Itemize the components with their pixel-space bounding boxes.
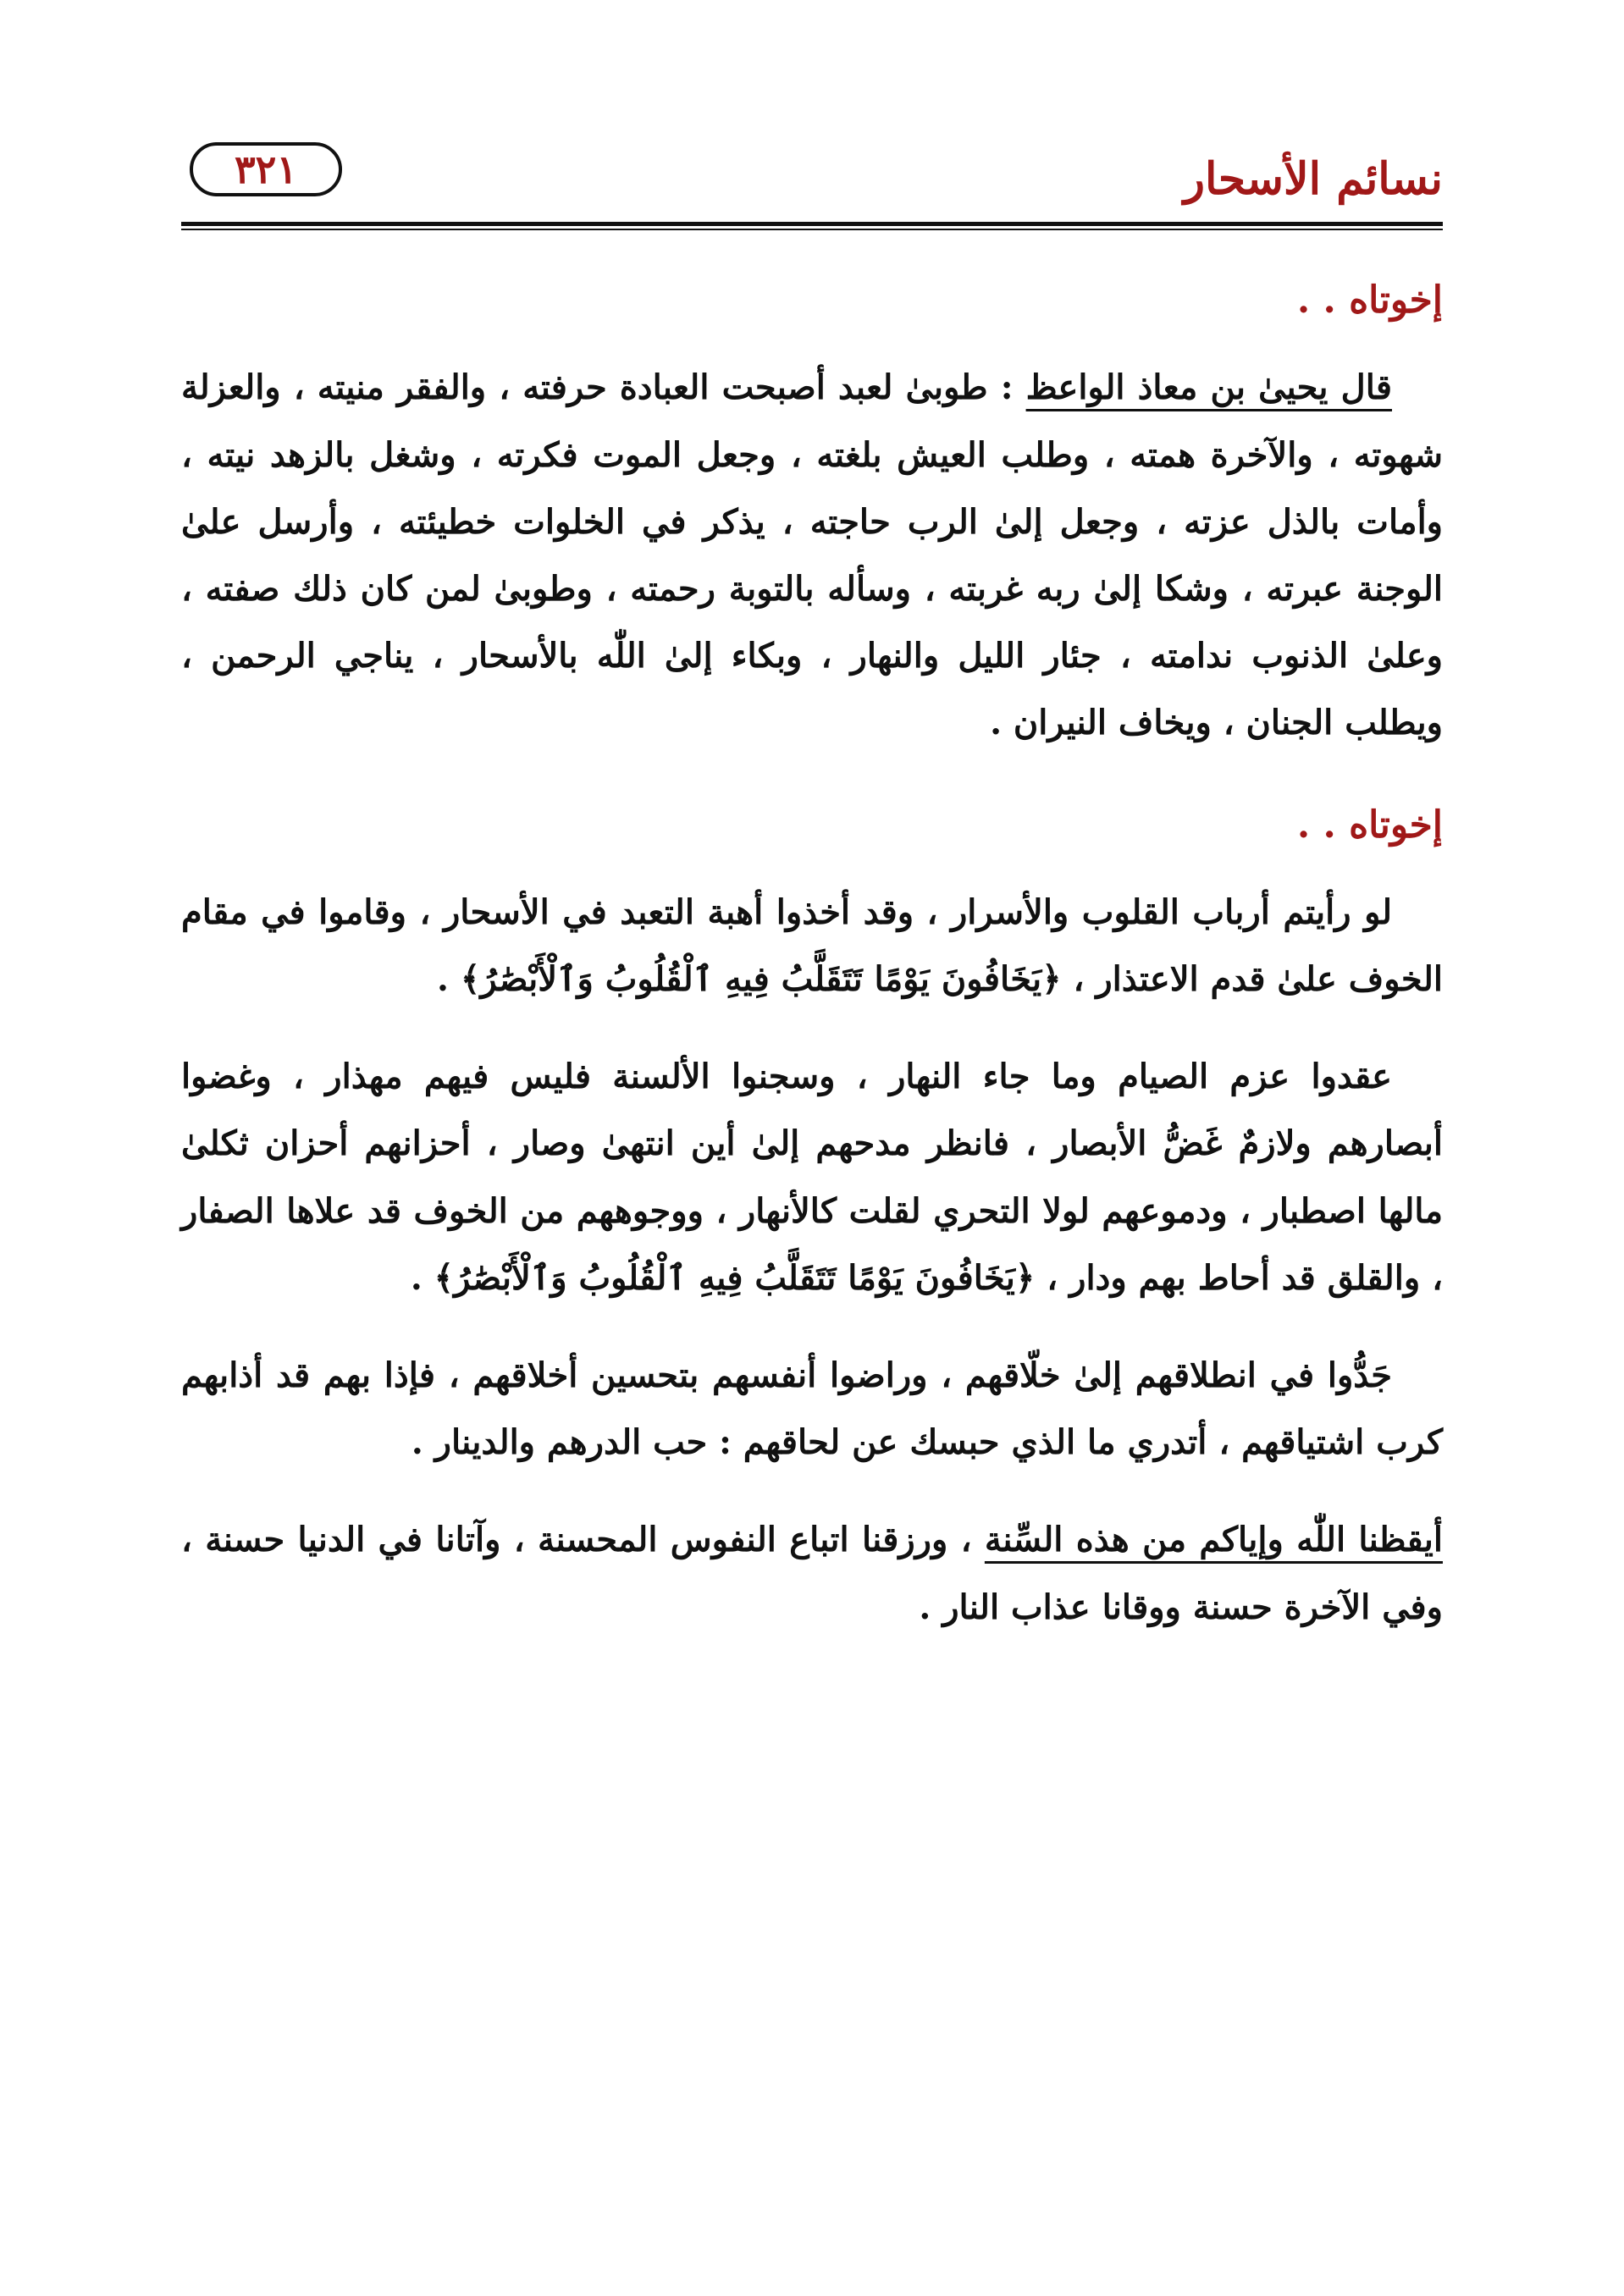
paragraph xyxy=(181,1506,1443,1640)
paragraph-text: ، ورزقنا اتباع النفوس المحسنة ، وآتانا في الدنيا حسنة ، وفي الآخرة حسنة ووقانا عذاب النار . xyxy=(181,1520,1443,1627)
paragraph-text: : طوبىٰ لعبد أصبحت العبادة حرفته ، والفقر منيته ، والعزلة شهوته ، والآخرة همته ، وطلب العيش بلغته ، وجعل الموت فكرته ، وشغل بالزهد نيته ، وأمات بالذل عزته ، وجعل إلىٰ الرب حاجته ، يذكر في الخلوات خطيئته ، وأرسل علىٰ الوجنة عبرته ، وشكا إلىٰ ربه غربته ، وسأله بالتوبة رحمته ، وطوبىٰ لمن كان ذلك صفته ، وعلىٰ الذنوب ندامته ، جئار الليل والنهار ، وبكاء إلىٰ اللّٰه بالأسحار ، يناجي الرحمن ، ويطلب الجنان ، ويخاف النيران . xyxy=(181,367,1443,743)
section-heading: إخوتاه . . xyxy=(1296,279,1443,322)
paragraph-text: عقدوا عزم الصيام وما جاء النهار ، وسجنوا الألسنة فليس فيهم مهذار ، وغضوا أبصارهم ولازمٌ غَضُّ الأبصار ، فانظر مدحهم إلىٰ أين انتهىٰ وصار ، أحزانهم أحزان ثكلىٰ مالها اصطبار ، ودموعهم لولا التحري لقلت كالأنهار ، ووجوههم من الخوف قد علاها الصفار ، والقلق قد أحاط بهم ودار ، xyxy=(181,1057,1443,1298)
page-number: ٣٢١ xyxy=(234,146,298,192)
paragraph-tail: . xyxy=(410,1257,434,1298)
paragraph xyxy=(181,354,1443,756)
page-content xyxy=(181,271,1443,1641)
section-heading: إخوتاه . . xyxy=(1296,803,1443,847)
page-header xyxy=(181,127,1443,229)
paragraph-tail: . xyxy=(437,959,461,1000)
paragraph-text: جَدُّوا في انطلاقهم إلىٰ خلّاقهم ، وراضوا أنفسهم بتحسين أخلاقهم ، فإذا بهم قد أذابهم كرب اشتياقهم ، أتدري ما الذي حبسك عن لحاقهم : حب الدرهم والدينار . xyxy=(181,1355,1443,1463)
speaker-attribution: قال يحيىٰ بن معاذ الواعظ xyxy=(1025,367,1393,408)
quran-verse: ﴿يَخَافُونَ يَوْمًا تَتَقَلَّبُ فِيهِ ٱلْقُلُوبُ وَٱلْأَبْصَٰرُ﴾ xyxy=(434,1257,1036,1298)
paragraph-text: لو رأيتم أرباب القلوب والأسرار ، وقد أخذوا أهبة التعبد في الأسحار ، وقاموا في مقام الخوف علىٰ قدم الاعتذار ، xyxy=(181,891,1443,1000)
paragraph xyxy=(181,879,1443,1013)
header-divider xyxy=(181,222,1443,230)
paragraph xyxy=(181,1043,1443,1311)
page-number-badge xyxy=(190,142,342,196)
quran-verse: ﴿يَخَافُونَ يَوْمًا تَتَقَلَّبُ فِيهِ ٱلْقُلُوبُ وَٱلْأَبْصَٰرُ﴾ xyxy=(460,959,1062,1000)
book-title: نسائم الأسحار xyxy=(1183,153,1443,205)
paragraph xyxy=(181,1342,1443,1476)
supplication-lead: أيقظنا اللّٰه وإياكم من هذه السِّنة xyxy=(984,1520,1443,1560)
